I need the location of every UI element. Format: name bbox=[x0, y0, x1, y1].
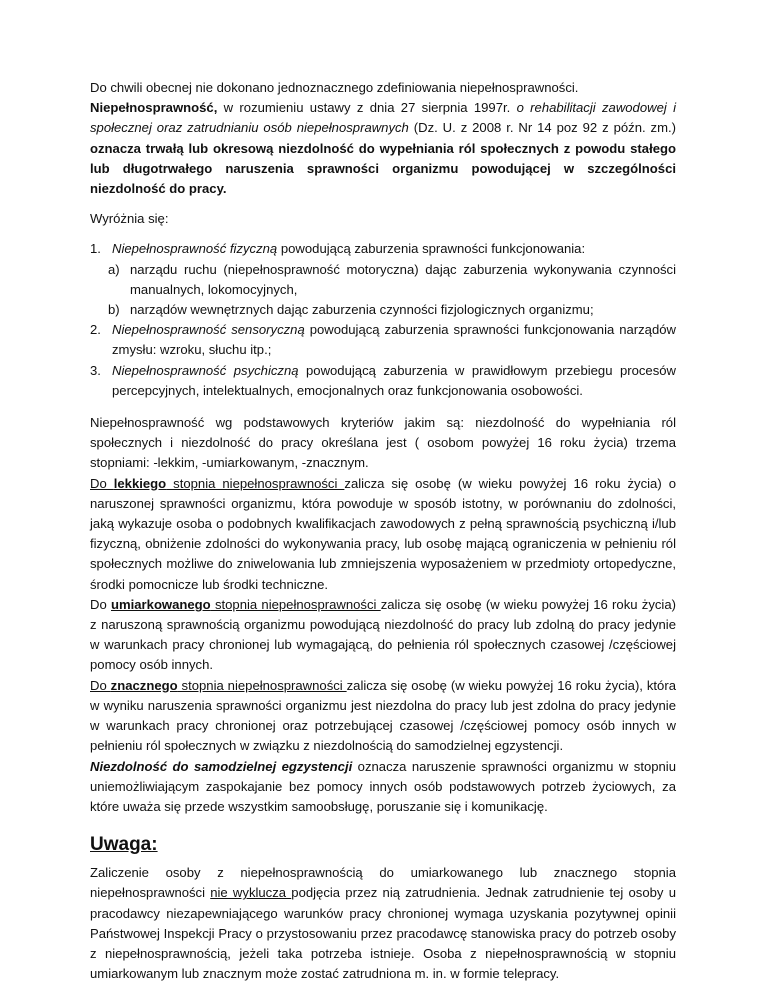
sub-list-item bbox=[90, 260, 676, 300]
moderate-degree-key: umiarkowanego bbox=[111, 596, 211, 612]
types-list bbox=[90, 239, 676, 401]
type-text: powodującą zaburzenia w prawidłowym przebiegu procesów percepcyjnych, intelektualnych, emocjonalnych oraz funkcjonowania osobowości. bbox=[112, 362, 676, 398]
list-item bbox=[90, 361, 676, 401]
type-term: Niepełnosprawność psychiczną bbox=[112, 362, 299, 378]
light-degree-paragraph: Do lekkiego stopnia niepełnosprawności zalicza się osobę (w wieku powyżej 16 roku życia) o naruszonej sprawności organizmu, która powoduje w sposób istotny, w porównaniu do zdolności, jaką wykazuje osoba o podobnych kwalifikacjach zawodowych z pełną sprawnością psychiczną i/lub fizyczną, obniżenie zdolności do wykonywania pracy, lub osobę mającą ograniczenia w pełnieniu ról społecznych możliwe do zniwelowania lub zmniejszenia wyposażeniem w przedmioty ortopedyczne, środki pomocnicze lub środki techniczne. bbox=[90, 475, 676, 592]
types-heading: Wyróżnia się: bbox=[90, 211, 169, 227]
sub-list-item bbox=[90, 300, 676, 320]
independence-term: Niezdolność do samodzielnej egzystencji bbox=[90, 758, 353, 774]
note-underlined: nie wyklucza bbox=[210, 885, 292, 901]
severe-degree-paragraph: Do znacznego stopnia niepełnosprawności zalicza się osobę (w wieku powyżej 16 roku życia), która w wyniku naruszenia sprawności organizmu jest niezdolna do pracy lub jest zdolna do pracy jedynie w warunkach pracy chronionej oraz potrzebującej czasowej /częściowej pomocy osób innych w pełnieniu ról społecznych w związku z niezdolnością do samodzielnej egzystencji. bbox=[90, 677, 676, 754]
type-term: Niepełnosprawność sensoryczną bbox=[112, 322, 305, 338]
sub-list-letter: a) bbox=[108, 261, 120, 277]
act-title: o rehabilitacji zawodowej i społecznej oraz zatrudnianiu osób niepełnosprawnych bbox=[90, 100, 676, 136]
list-item bbox=[90, 320, 676, 360]
list-item bbox=[90, 239, 676, 259]
type-text: powodującą zaburzenia sprawności funkcjonowania: bbox=[277, 241, 586, 257]
definition-bold: oznacza trwałą lub okresową niezdolność do wypełniania ról społecznych z powodu stałego lub długotrwałego naruszenia sprawności organizmu powodującej w szczególności niezdolność do pracy. bbox=[90, 140, 676, 197]
independence-paragraph: Niezdolność do samodzielnej egzystencji oznacza naruszenie sprawności organizmu w stopniu uniemożliwiającym zaspokajanie bez pomocy innych osób podstawowych potrzeb życiowych, za które uważa się przede wszystkim samoobsługę, poruszanie się i komunikację. bbox=[90, 758, 677, 814]
type-term: Niepełnosprawność fizyczną bbox=[112, 241, 278, 257]
list-number: 2. bbox=[90, 322, 101, 338]
light-degree-key: lekkiego bbox=[113, 475, 167, 491]
moderate-degree-paragraph: Do umiarkowanego stopnia niepełnosprawności zalicza się osobę (w wieku powyżej 16 roku życia) z naruszoną sprawnością organizmu powodującą niezdolność do pracy lub zdolną do pracy jedynie w warunkach pracy chronionej lub wymagającą, do pełnienia ról społecznych czasowej /częściowej pomocy osób innych. bbox=[90, 596, 676, 673]
document-body bbox=[90, 78, 676, 984]
type-text: powodującą zaburzenia sprawności funkcjonowania narządów zmysłu: wzroku, słuchu itp.; bbox=[112, 322, 676, 358]
sub-item-text: narządu ruchu (niepełnosprawność motoryczna) dając zaburzenia wykonywania czynności manualnych, lokomocyjnych, bbox=[130, 261, 676, 297]
sub-list-letter: b) bbox=[108, 302, 120, 318]
degrees-intro: Niepełnosprawność wg podstawowych kryteriów jakim są: niezdolność do wypełniania ról społecznych i niezdolność do pracy określana jest ( osobom powyżej 16 roku życia) trzema stopniami: -lekkim, -umiarkowanym, -znacznym. bbox=[90, 415, 676, 471]
note-heading: Uwaga: bbox=[90, 834, 158, 856]
definition-term: Niepełnosprawność, bbox=[90, 100, 218, 116]
note-paragraph: Zaliczenie osoby z niepełnosprawnością do umiarkowanego lub znacznego stopnia niepełnosprawności nie wyklucza podjęcia przez nią zatrudnienia. Jednak zatrudnienie tej osoby u pracodawcy niezapewniającego warunków pracy chronionej wymaga uzyskania pozytywnej opinii Państwowej Inspekcji Pracy o przystosowaniu przez pracodawcę stanowiska pracy do potrzeb osoby z niepełnosprawnością, jeżeli taka potrzeba istnieje. Osoba z niepełnosprawnością w stopniu umiarkowanym lub znacznym może zostać zatrudniona m. in. w formie telepracy. bbox=[90, 865, 676, 982]
sub-item-text: narządów wewnętrznych dając zaburzenia czynności fizjologicznych organizmu; bbox=[130, 302, 594, 318]
list-number: 3. bbox=[90, 362, 101, 378]
definition-text-2: (Dz. U. z 2008 r. Nr 14 poz 92 z późn. zm.) bbox=[408, 120, 676, 136]
list-number: 1. bbox=[90, 241, 101, 257]
intro-line: Do chwili obecnej nie dokonano jednoznacznego zdefiniowania niepełnosprawności. bbox=[90, 80, 579, 95]
severe-degree-key: znacznego bbox=[110, 677, 178, 693]
definition-text-1: w rozumieniu ustawy z dnia 27 sierpnia 1997r. bbox=[217, 100, 517, 116]
definition-paragraph bbox=[90, 98, 676, 199]
